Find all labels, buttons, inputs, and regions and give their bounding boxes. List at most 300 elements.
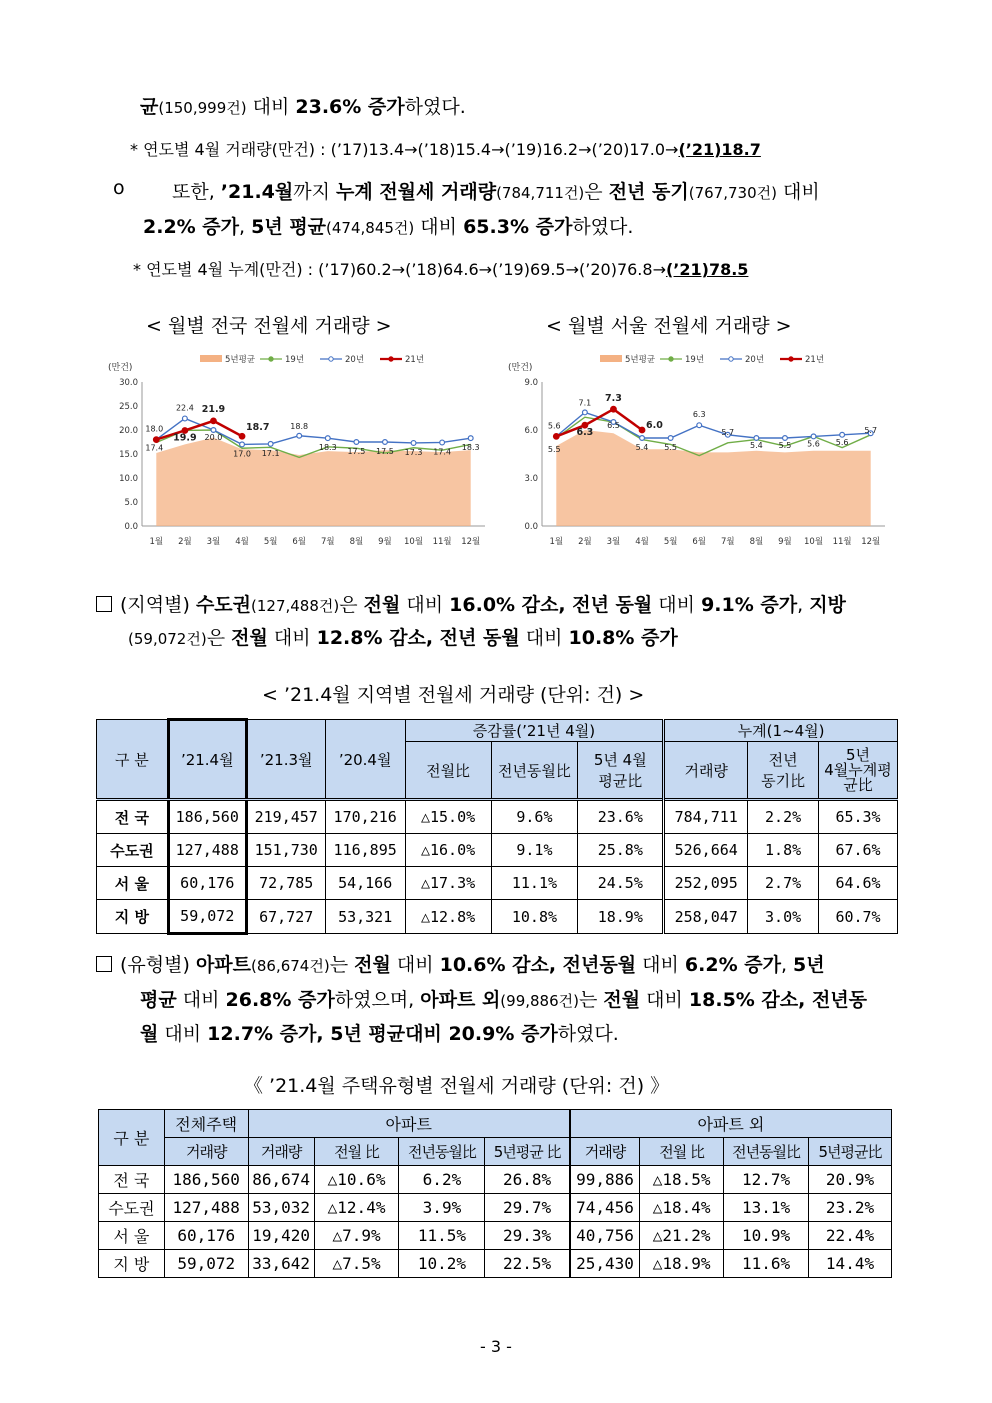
data-label: 18.3 [461, 443, 480, 453]
y-tick-label: 0.0 [524, 522, 538, 532]
table-cell: 74,456 [570, 1194, 640, 1222]
text-bold: 아파트 [195, 954, 251, 976]
data-label: 5.5 [664, 443, 677, 452]
text-bold: 10.6% 감소, 전년동월 [439, 954, 637, 976]
y-axis-unit: (만건) [108, 363, 133, 373]
legend-swatch [200, 355, 222, 362]
table-cell: △12.8% [405, 900, 491, 934]
data-point [325, 436, 330, 441]
subheader: 전월 比 [640, 1138, 724, 1166]
table-cell: △7.5% [314, 1250, 399, 1278]
table-cell: 186,560 [164, 1166, 248, 1194]
chart-seoul [500, 345, 900, 560]
y-tick-label: 0.0 [124, 522, 138, 532]
legend-label: 20년 [745, 355, 765, 365]
text: 까지 [293, 181, 336, 203]
text: 대비 [636, 954, 685, 976]
data-label: 17.5 [376, 447, 394, 456]
data-point [811, 434, 816, 439]
text-count: (150,999건) [158, 99, 247, 117]
data-point [468, 436, 473, 441]
table-cell: 29.3% [485, 1222, 570, 1250]
legend-label: 19년 [685, 355, 705, 365]
text-bold: 23.6% 증가 [295, 96, 405, 118]
data-label: 18.0 [145, 424, 164, 434]
x-tick-label: 5월 [263, 537, 278, 547]
table-cell: 22.4% [809, 1222, 892, 1250]
x-tick-label: 9월 [778, 537, 792, 547]
table-cell: 6.2% [399, 1166, 485, 1194]
y-tick-label: 20.0 [119, 426, 138, 436]
data-label: 19.9 [173, 432, 197, 444]
text-bold: 평균 [140, 989, 177, 1011]
para4-line1 [96, 950, 825, 977]
x-tick-label: 12월 [461, 537, 481, 547]
text-bold: 지방 [809, 594, 846, 616]
text: 는 [329, 954, 355, 976]
table-cell: 10.2% [399, 1250, 485, 1278]
text-bold: 12.7% 증가, 5년 평균대비 20.9% 증가 [207, 1023, 558, 1045]
x-tick-label: 6월 [292, 537, 307, 547]
header-apartment: 아파트 [248, 1110, 570, 1138]
para1-note [130, 137, 761, 160]
header-line: 전년 [768, 751, 798, 769]
data-label: 5.7 [721, 427, 735, 437]
header-2104: ’21.4월 [168, 720, 246, 800]
data-label: 18.3 [318, 443, 337, 453]
data-point [411, 441, 416, 446]
legend-label: 5년평균 [225, 355, 256, 365]
row-label: 수도권 [97, 834, 169, 867]
data-point [211, 418, 217, 424]
text-bold: 수도권 [195, 594, 251, 616]
header-line: 동기比 [761, 772, 806, 790]
data-point [268, 442, 273, 447]
row-label: 지 방 [99, 1250, 165, 1278]
header-prev-year [748, 742, 819, 800]
subheader: 거래량 [570, 1138, 640, 1166]
para2-line2 [143, 212, 633, 239]
text: 대비 [519, 627, 569, 649]
text: , [239, 216, 252, 238]
data-label: 5.4 [750, 441, 763, 450]
subheader: 거래량 [248, 1138, 314, 1166]
y-tick-label: 15.0 [119, 450, 138, 460]
table-cell: 29.7% [485, 1194, 570, 1222]
header-gubun: 구 분 [97, 720, 169, 800]
data-label: 5.6 [807, 439, 820, 449]
text-bold: 10.8% 증가 [568, 627, 678, 649]
data-label: 6.3 [576, 427, 594, 439]
table-cell: 22.5% [485, 1250, 570, 1278]
para3-line1 [96, 590, 846, 617]
header-volume: 거래량 [664, 742, 748, 800]
data-point [668, 436, 673, 441]
table-row [99, 1250, 892, 1278]
table-cell: 13.1% [724, 1194, 809, 1222]
data-point [611, 406, 617, 412]
text: 대비 [176, 989, 226, 1011]
data-point [582, 410, 587, 415]
text-count: (767,730건) [688, 184, 777, 202]
area-5yr-average [556, 427, 870, 526]
x-tick-label: 9월 [378, 537, 392, 547]
data-point [640, 436, 645, 441]
text: 은 [584, 181, 609, 203]
header-line: 5년 [845, 745, 871, 764]
text-bold: 전월 [231, 627, 268, 649]
header-2103: ’21.3월 [246, 720, 325, 800]
data-point [440, 440, 445, 445]
data-label: 6.3 [692, 410, 706, 420]
subheader: 전년동월比 [724, 1138, 809, 1166]
table-cell: 170,216 [325, 800, 405, 834]
table-cell: 784,711 [664, 800, 748, 834]
table-cell: △21.2% [640, 1222, 724, 1250]
legend-marker [789, 357, 793, 361]
table-cell: 59,072 [164, 1250, 248, 1278]
table-cell: 3.0% [748, 900, 819, 934]
text-count: (59,072건) [128, 630, 207, 648]
x-tick-label: 8월 [349, 537, 364, 547]
header-cumulative: 누계(1~4월) [664, 720, 898, 742]
data-label: 18.8 [290, 421, 309, 431]
table-cell: 18.9% [578, 900, 664, 934]
table-cell: △10.6% [314, 1166, 399, 1194]
data-point [153, 437, 159, 443]
table-cell: 3.9% [399, 1194, 485, 1222]
data-label: 5.6 [835, 437, 849, 447]
table-cell: 219,457 [246, 800, 325, 834]
table2-title: 《 ’21.4월 주택유형별 전월세 거래량 (단위: 건) 》 [244, 1075, 670, 1097]
text-count: (784,711건) [496, 184, 585, 202]
text: 대비 [390, 954, 440, 976]
para1-line1 [140, 92, 466, 119]
header-line: 5년 4월 [593, 751, 647, 769]
text: 대비 [776, 181, 820, 203]
table-cell: 24.5% [578, 867, 664, 900]
text: 대비 [400, 594, 450, 616]
table1-title: < ’21.4월 지역별 전월세 거래량 (단위: 건) > [262, 684, 645, 706]
chart-title-national: < 월별 전국 전월세 거래량 > [146, 315, 392, 337]
data-point [297, 433, 302, 438]
data-label: 5.4 [635, 443, 649, 452]
table-cell: 86,674 [248, 1166, 314, 1194]
table-cell: 67.6% [819, 834, 898, 867]
header-gubun: 구 분 [99, 1110, 165, 1166]
data-label: 17.1 [261, 448, 280, 458]
table-cell: 252,095 [664, 867, 748, 900]
text-bold: 균 [140, 96, 159, 118]
legend-swatch [600, 355, 622, 362]
data-label: 22.4 [175, 403, 194, 413]
header-mom: 전월比 [405, 742, 491, 800]
text-bold: 전월 [354, 954, 391, 976]
table-cell: 67,727 [246, 900, 325, 934]
data-label: 5.5 [778, 441, 792, 450]
legend-marker [269, 357, 273, 361]
chart-title-seoul: < 월별 서울 전월세 거래량 > [546, 315, 792, 337]
text: 대비 [267, 627, 317, 649]
table-cell: 23.6% [578, 800, 664, 834]
table-cell: 10.8% [491, 900, 578, 934]
x-tick-label: 3월 [606, 537, 621, 547]
text: , [780, 954, 794, 976]
row-label: 전 국 [99, 1166, 165, 1194]
data-point [783, 436, 788, 441]
header-5yr-avg [578, 742, 664, 800]
table-row [97, 800, 898, 834]
table-cell: △12.4% [314, 1194, 399, 1222]
x-tick-label: 1월 [149, 537, 164, 547]
y-tick-label: 3.0 [524, 474, 538, 484]
table-cell: 25,430 [570, 1250, 640, 1278]
x-tick-label: 7월 [320, 537, 335, 547]
table-cell: △18.9% [640, 1250, 724, 1278]
checkbox-bullet-icon [96, 596, 112, 612]
table-cell: 99,886 [570, 1166, 640, 1194]
header-non-apartment: 아파트 외 [570, 1110, 892, 1138]
text: 대비 [640, 989, 689, 1011]
regional-table [96, 718, 898, 935]
y-axis-unit: (만건) [508, 363, 533, 373]
text-bold: 65.3% 증가 [463, 216, 573, 238]
note-highlight: (’21)18.7 [678, 140, 761, 159]
table-cell: 9.1% [491, 834, 578, 867]
text-bold: 전월 [363, 594, 401, 616]
y-tick-label: 25.0 [119, 402, 138, 412]
data-point [840, 432, 845, 437]
row-label: 지 방 [97, 900, 169, 934]
text: 하였다. [557, 1023, 619, 1045]
row-label: 수도권 [99, 1194, 165, 1222]
text-bold: 누계 전월세 거래량 [336, 181, 497, 203]
text-bold: 월 [140, 1023, 159, 1045]
text: (유형별) [120, 954, 196, 976]
subheader: 전년동월比 [399, 1138, 485, 1166]
table-cell: 65.3% [819, 800, 898, 834]
table-cell: 33,642 [248, 1250, 314, 1278]
text: (지역별) [120, 594, 196, 616]
x-tick-label: 2월 [178, 537, 192, 547]
text-count: (127,488건) [251, 597, 340, 615]
text: 대비 [158, 1023, 208, 1045]
row-label: 전 국 [97, 800, 169, 834]
table-cell: 9.6% [491, 800, 578, 834]
header-2004: ’20.4월 [325, 720, 405, 800]
table-cell: 60.7% [819, 900, 898, 934]
text-bold: 5년 평균 [251, 216, 327, 238]
para3-line2 [128, 623, 678, 650]
text-count: (99,886건) [500, 992, 579, 1010]
table-cell: △15.0% [405, 800, 491, 834]
table-cell: △7.9% [314, 1222, 399, 1250]
table-cell: △17.3% [405, 867, 491, 900]
table-row [99, 1222, 892, 1250]
data-label: 17.5 [347, 447, 366, 456]
text: , [797, 594, 810, 616]
table-cell: 11.6% [724, 1250, 809, 1278]
x-tick-label: 12월 [861, 537, 881, 547]
para4-line3 [140, 1019, 619, 1046]
table-cell: 60,176 [168, 867, 246, 900]
table-cell: △18.4% [640, 1194, 724, 1222]
subheader: 거래량 [164, 1138, 248, 1166]
header-5yr-cum [819, 742, 898, 800]
text-bold: ’21.4월 [220, 181, 294, 203]
data-point [639, 427, 645, 433]
table-cell: 526,664 [664, 834, 748, 867]
text-bold: 9.1% 증가 [701, 594, 798, 616]
text: 은 [206, 627, 232, 649]
data-point [354, 440, 359, 445]
data-point [553, 434, 559, 440]
text: 대비 [414, 216, 464, 238]
legend-label: 20년 [345, 355, 365, 365]
table-cell: 12.7% [724, 1166, 809, 1194]
table-cell: 2.7% [748, 867, 819, 900]
y-tick-label: 5.0 [124, 498, 138, 508]
text-bold: 5년 [793, 954, 825, 976]
text-bold: 12.8% 감소, 전년 동월 [316, 627, 520, 649]
header-line: 평균比 [598, 772, 643, 790]
data-point [240, 442, 245, 447]
data-label: 17.0 [233, 449, 251, 459]
note-highlight: (’21)78.5 [665, 260, 749, 279]
table-cell: 1.8% [748, 834, 819, 867]
table-cell: 25.8% [578, 834, 664, 867]
text: 하였다. [572, 216, 634, 238]
table-row [99, 1166, 892, 1194]
table-cell: △16.0% [405, 834, 491, 867]
table-row [97, 834, 898, 867]
table-row [99, 1194, 892, 1222]
table-cell: 26.8% [485, 1166, 570, 1194]
data-label: 5.6 [547, 421, 561, 431]
x-tick-label: 11월 [832, 537, 852, 547]
x-tick-label: 8월 [749, 537, 764, 547]
table-cell: 11.1% [491, 867, 578, 900]
data-label: 7.1 [578, 398, 592, 408]
text-bold: 아파트 외 [420, 989, 501, 1011]
table-cell: △18.5% [640, 1166, 724, 1194]
page-number: - 3 - [480, 1337, 512, 1356]
legend-marker [669, 357, 673, 361]
text-count: (86,674건) [251, 957, 330, 975]
table-cell: 258,047 [664, 900, 748, 934]
x-tick-label: 4월 [235, 537, 249, 547]
x-tick-label: 6월 [692, 537, 707, 547]
legend-marker [329, 357, 333, 361]
text-bold: 전년 동기 [608, 181, 689, 203]
table-cell: 64.6% [819, 867, 898, 900]
data-label: 17.3 [404, 447, 423, 457]
text-count: (474,845건) [326, 219, 415, 237]
table-row [97, 900, 898, 934]
table-cell: 10.9% [724, 1222, 809, 1250]
header-yoy: 전년동월比 [491, 742, 578, 800]
table-cell: 127,488 [164, 1194, 248, 1222]
legend-label: 5년평균 [625, 355, 656, 365]
x-tick-label: 2월 [578, 537, 592, 547]
text-bold: 전월 [603, 989, 641, 1011]
table-cell: 14.4% [809, 1250, 892, 1278]
table-cell: 127,488 [168, 834, 246, 867]
text-bold: 2.2% 증가 [143, 216, 240, 238]
data-point [182, 416, 187, 421]
table-cell: 54,166 [325, 867, 405, 900]
legend-marker [729, 357, 733, 361]
text: 하였으며, [334, 989, 421, 1011]
legend-label: 19년 [285, 355, 305, 365]
text-bold: 18.5% 감소, 전년동 [688, 989, 868, 1011]
text-bold: 26.8% 증가 [225, 989, 335, 1011]
data-label: 5.5 [547, 445, 561, 454]
y-tick-label: 10.0 [119, 474, 138, 484]
data-point [754, 436, 759, 441]
subheader: 전월 比 [314, 1138, 399, 1166]
data-point [383, 440, 388, 445]
data-label: 17.4 [145, 443, 164, 453]
data-label: 17.4 [433, 447, 452, 457]
legend-marker [389, 357, 393, 361]
header-change-rate: 증감률(’21년 4월) [405, 720, 664, 742]
note-text: * 연도별 4월 누계(만건) : (’17)60.2→(’18)64.6→(’19)69.5→(’20)76.8→ [133, 260, 666, 279]
x-tick-label: 3월 [206, 537, 221, 547]
row-label: 서 울 [97, 867, 169, 900]
text: 는 [578, 989, 604, 1011]
x-tick-label: 1월 [549, 537, 564, 547]
x-tick-label: 7월 [720, 537, 735, 547]
y-tick-label: 30.0 [119, 378, 138, 388]
data-label: 18.7 [246, 422, 270, 434]
text: 하였다. [404, 96, 466, 118]
table-cell: 40,756 [570, 1222, 640, 1250]
text-bold: 16.0% 감소, 전년 동월 [449, 594, 653, 616]
legend-label: 21년 [405, 355, 425, 365]
data-label: 6.5 [607, 421, 620, 430]
data-label: 20.0 [204, 433, 223, 442]
table-cell: 2.2% [748, 800, 819, 834]
row-label: 서 울 [99, 1222, 165, 1250]
subheader: 5년평균比 [809, 1138, 892, 1166]
text: 또한, [172, 181, 221, 203]
housing-type-table [98, 1109, 892, 1278]
header-line: 균比 [843, 775, 873, 794]
subheader: 5년평균 比 [485, 1138, 570, 1166]
text: 은 [339, 594, 364, 616]
para2-bullet: o [113, 177, 125, 199]
table-cell: 23.2% [809, 1194, 892, 1222]
y-tick-label: 6.0 [524, 426, 538, 436]
para4-line2 [140, 985, 867, 1012]
x-tick-label: 5월 [663, 537, 678, 547]
table-cell: 53,032 [248, 1194, 314, 1222]
table-cell: 116,895 [325, 834, 405, 867]
text: 대비 [652, 594, 702, 616]
table-cell: 72,785 [246, 867, 325, 900]
data-point [239, 433, 245, 439]
note-text: * 연도별 4월 거래량(만건) : (’17)13.4→(’18)15.4→(’19)16.2→(’20)17.0→ [130, 140, 679, 159]
table-cell: 19,420 [248, 1222, 314, 1250]
text: 대비 [246, 96, 296, 118]
x-tick-label: 11월 [432, 537, 452, 547]
data-label: 6.0 [646, 420, 663, 431]
data-label: 5.7 [864, 426, 878, 436]
table-cell: 59,072 [168, 900, 246, 934]
chart-national [100, 345, 500, 560]
table-cell: 53,321 [325, 900, 405, 934]
